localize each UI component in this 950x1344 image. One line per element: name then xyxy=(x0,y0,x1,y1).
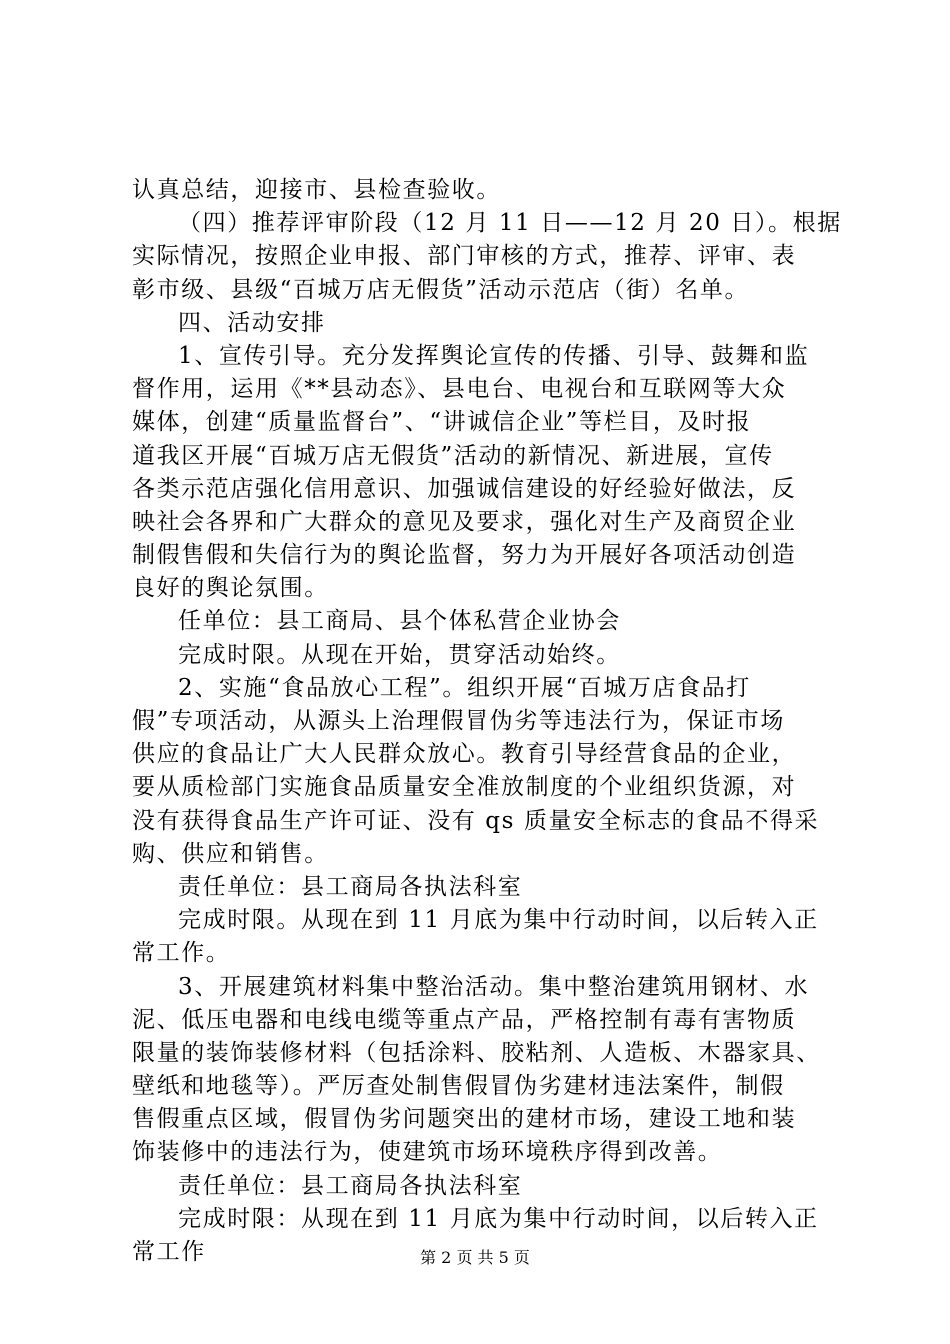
page-footer: 第 2 页 共 5 页 xyxy=(420,1248,530,1267)
text-line: 没有获得食品生产许可证、没有 qs 质量安全标志的食品不得采 xyxy=(132,807,820,834)
text-line: 督作用，运用《**县动态》、县电台、电视台和互联网等大众 xyxy=(132,376,787,403)
text-line: 制假售假和失信行为的舆论监督，努力为开展好各项活动创造 xyxy=(132,542,797,569)
text-line: 泥、低压电器和电线电缆等重点产品，严格控制有毒有害物质 xyxy=(132,1006,797,1033)
text-line: 完成时限。从现在开始，贯穿活动始终。 xyxy=(178,641,621,668)
text-line: 良好的舆论氛围。 xyxy=(132,575,329,602)
document-body xyxy=(132,174,842,1269)
text-line: 完成时限。从现在到 11 月底为集中行动时间，以后转入正 xyxy=(178,907,819,934)
text-line: 认真总结，迎接市、县检查验收。 xyxy=(132,177,501,203)
text-line: 媒体，创建“质量监督台”、“讲诚信企业”等栏目，及时报 xyxy=(132,409,752,436)
text-line: 常工作。 xyxy=(132,940,231,967)
text-line: 2、实施“食品放心工程”。组织开展“百城万店食品打 xyxy=(178,674,751,701)
text-line: 1、宣传引导。充分发挥舆论宣传的传播、引导、鼓舞和监 xyxy=(178,342,810,369)
text-line: 责任单位：县工商局各执法科室 xyxy=(178,873,523,900)
text-line: 道我区开展“百城万店无假货”活动的新情况、新进展，宣传 xyxy=(132,442,774,469)
text-line: 壁纸和地毯等）。严厉查处制售假冒伪劣建材违法案件，制假 xyxy=(132,1073,785,1100)
text-line: 常工作 xyxy=(132,1239,206,1265)
text-line: 要从质检部门实施食品质量安全准放制度的个业组织货源，对 xyxy=(132,774,797,801)
text-line: 映社会各界和广大群众的意见及要求，强化对生产及商贸企业 xyxy=(132,508,797,535)
text-line: （四）推荐评审阶段（12 月 11 日——12 月 20 日）。根据 xyxy=(178,210,842,237)
text-line: 售假重点区域，假冒伪劣问题突出的建材市场，建设工地和装 xyxy=(132,1106,797,1133)
text-line: 责任单位：县工商局各执法科室 xyxy=(178,1172,523,1199)
text-line: 供应的食品让广大人民群众放心。教育引导经营食品的企业， xyxy=(132,741,797,768)
text-line: 彰市级、县级“百城万店无假货”活动示范店（街）名单。 xyxy=(132,276,750,303)
text-line: 各类示范店强化信用意识、加强诚信建设的好经验好做法，反 xyxy=(132,475,797,502)
text-line: 任单位：县工商局、县个体私营企业协会 xyxy=(178,608,621,635)
text-line: 完成时限：从现在到 11 月底为集中行动时间，以后转入正 xyxy=(178,1205,819,1232)
text-line: 实际情况，按照企业申报、部门审核的方式，推荐、评审、表 xyxy=(132,243,797,270)
text-line: 饰装修中的违法行为，使建筑市场环境秩序得到改善。 xyxy=(132,1139,723,1166)
text-line: 购、供应和销售。 xyxy=(132,840,329,867)
text-line: 四、活动安排 xyxy=(178,309,326,336)
text-line: 限量的装饰装修材料（包括涂料、胶粘剂、人造板、木器家具、 xyxy=(132,1039,821,1066)
text-line: 3、开展建筑材料集中整治活动。集中整治建筑用钢材、水 xyxy=(178,973,810,1000)
text-line: 假”专项活动，从源头上治理假冒伪劣等违法行为，保证市场 xyxy=(132,708,785,734)
